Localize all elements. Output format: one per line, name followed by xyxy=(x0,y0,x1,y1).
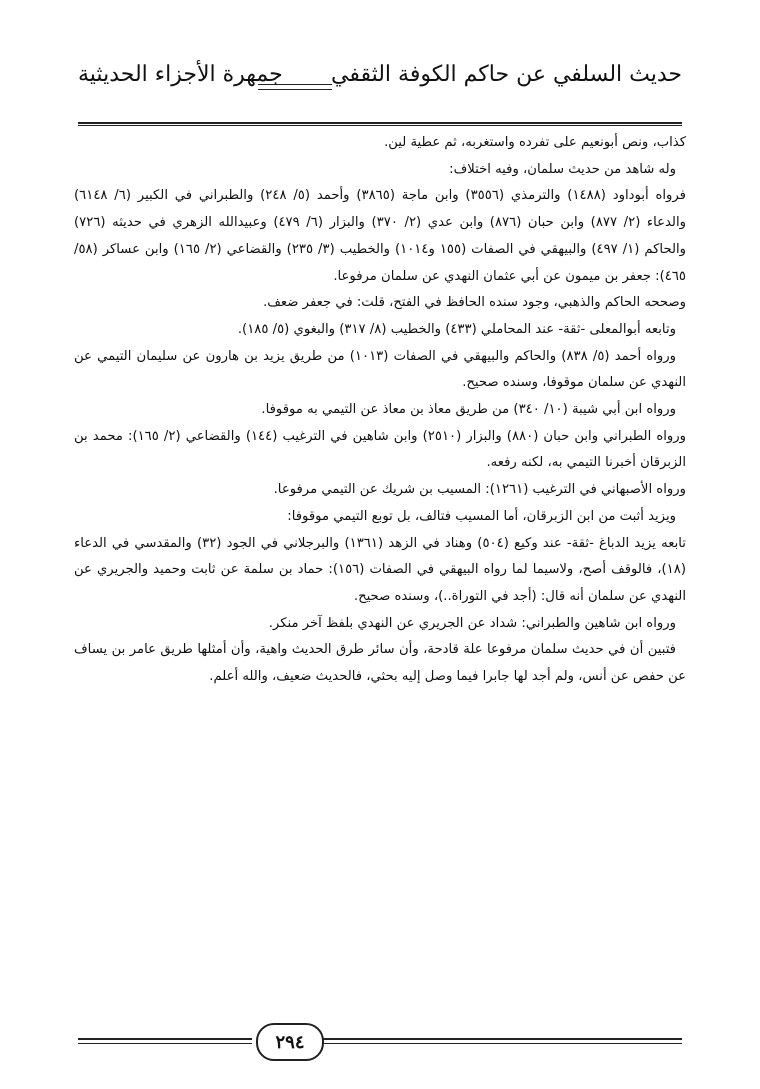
page-footer xyxy=(78,1015,682,1065)
page-number xyxy=(256,1023,324,1061)
footer-rule-left-thin xyxy=(78,1043,252,1044)
header-series-title: جمهرة الأجزاء الحديثية xyxy=(78,62,283,87)
running-header xyxy=(78,62,682,108)
header-book-title: حديث السلفي عن حاكم الكوفة الثقفي xyxy=(330,62,682,87)
paragraph: تابعه يزيد الدباغ -ثقة- عند وكيع (٥٠٤) وهناد في الزهد (١٣٦١) والبرجلاني في الجود (٣٢) والمقدسي في الدعاء (١٨)، فالوقف أصح، ولاسيما لما رواه البيهقي في الصفات (١٥٦): حماد بن سلمة عن ثابت وحميد والجريري عن النهدي عن سلمان أنه قال: (أجد في التوراة..)، وسنده صحيح. xyxy=(74,535,686,604)
paragraph: كذاب، ونص أبونعيم على تفرده واستغربه، ثم عطية لين. xyxy=(384,135,686,150)
paragraph: ورواه ابن أبي شيبة (١٠/ ٣٤٠) من طريق معاذ بن معاذ عن التيمي به موقوفا. xyxy=(261,402,676,418)
main-text xyxy=(74,130,686,691)
footer-rule-right xyxy=(322,1038,682,1040)
header-rule-thin xyxy=(78,125,682,126)
footer-rule-right-thin xyxy=(322,1043,682,1044)
paragraph: ويزيد أثبت من ابن الزبرقان، أما المسيب فتالف، بل توبع التيمي موقوفا: xyxy=(287,508,676,524)
paragraph: ورواه أحمد (٥/ ٨٣٨) والحاكم والبيهقي في الصفات (١٠١٣) من طريق يزيد بن هارون عن سليمان التيمي عن النهدي عن سلمان موقوفا، وسنده صحيح. xyxy=(74,348,686,391)
header-rule xyxy=(78,122,682,124)
paragraph: ورواه الطبراني وابن حبان (٨٨٠) والبزار (٢٥١٠) وابن شاهين في الترغيب (١٤٤) والقضاعي (٢/ ١٦٥): محمد بن الزبرقان أخبرنا التيمي به، لكنه رفعه. xyxy=(74,428,687,471)
paragraph: فرواه أبوداود (١٤٨٨) والترمذي (٣٥٥٦) وابن ماجة (٣٨٦٥) وأحمد (٥/ ٢٤٨) والطبراني في الكبير (٦/ ٦١٤٨) والدعاء (٢/ ٨٧٧) وابن حبان (٨٧٦) وابن عدي (٢/ ٣٧٠) والبزار (٦/ ٤٧٩) وعبيدالله الزهري في حديثه (٧٢٦) والحاكم (١/ ٤٩٧) والبيهقي في الصفات (١٥٥ و١٠١٤) والخطيب (٣/ ٢٣٥) والقضاعي (٢/ ١٦٥) وابن عساكر (٥٨/ ٤٦٥): جعفر بن ميمون عن أبي عثمان النهدي عن سلمان مرفوعا. xyxy=(74,188,687,284)
paragraph: وتابعه أبوالمعلى -ثقة- عند المحاملي (٤٣٣) والخطيب (٨/ ٣١٧) والبغوي (٥/ ١٨٥). xyxy=(237,321,676,337)
paragraph: وصححه الحاكم والذهبي، وجود سنده الحافظ في الفتح، قلت: في جعفر ضعف. xyxy=(263,295,686,311)
paragraph: ورواه ابن شاهين والطبراني: شداد عن الجريري عن النهدي بلفظ آخر منكر. xyxy=(268,615,676,631)
footer-rule-left xyxy=(78,1038,252,1040)
page-number-text: ٢٩٤ xyxy=(275,1031,305,1053)
paragraph: ورواه الأصبهاني في الترغيب (١٢٦١): المسيب بن شريك عن التيمي مرفوعا. xyxy=(273,482,686,498)
paragraph: وله شاهد من حديث سلمان، وفيه اختلاف: xyxy=(449,161,676,177)
paragraph: فتبين أن في حديث سلمان مرفوعا علة قادحة، وأن سائر طرق الحديث واهية، وأن أمثلها طريق عامر بن يساف عن حفص عن أنس، ولم أجد لها جابرا فيما وصل إليه بحثي، فالحديث ضعيف، والله أعلم. xyxy=(74,642,686,685)
